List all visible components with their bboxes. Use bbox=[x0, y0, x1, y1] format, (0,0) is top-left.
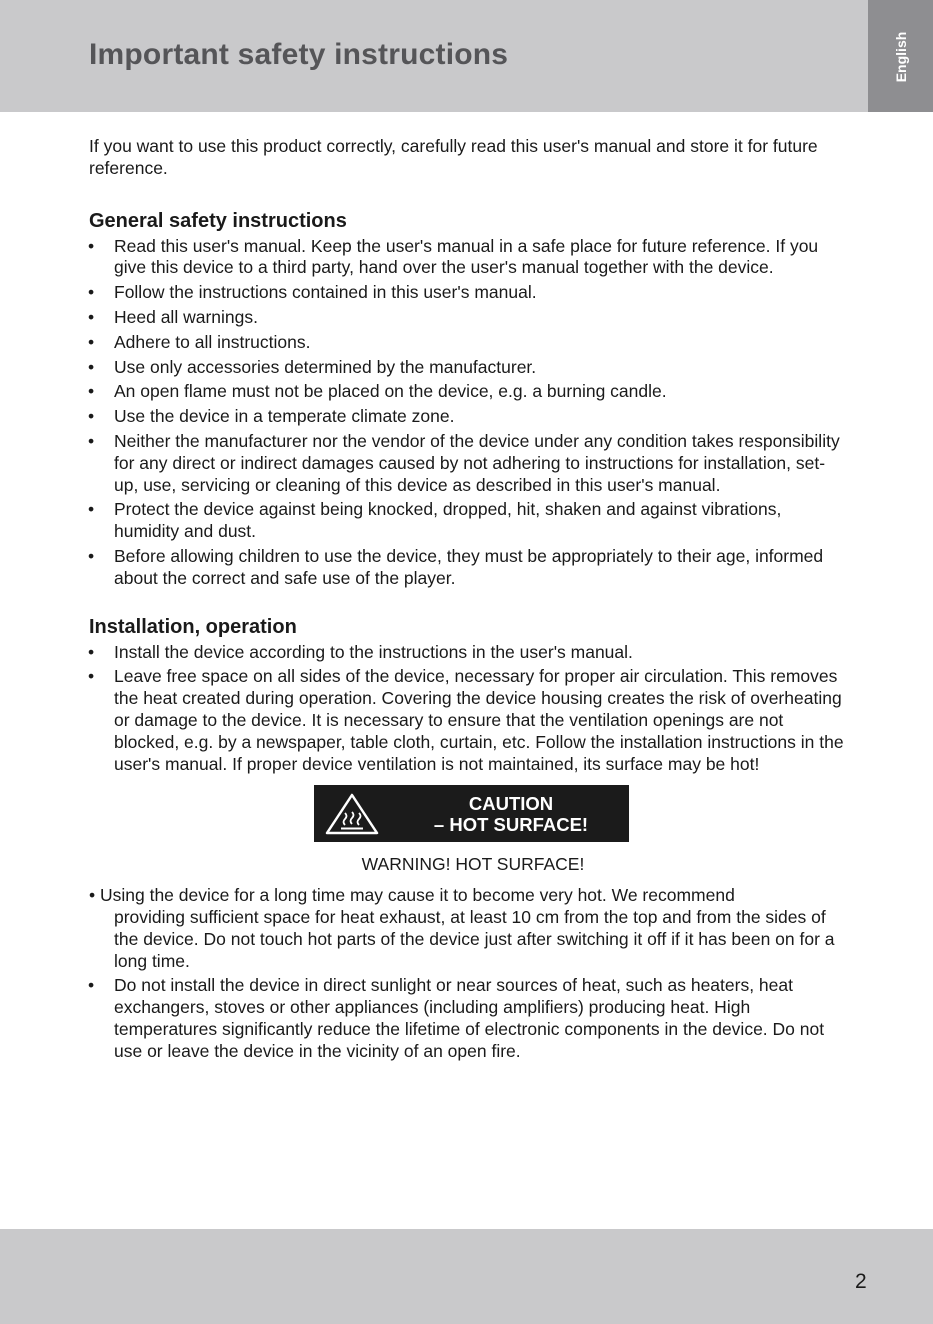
language-tab-label: English bbox=[892, 31, 909, 83]
caution-caption: WARNING! HOT SURFACE! bbox=[361, 854, 585, 875]
header-band bbox=[0, 0, 868, 112]
caution-sign bbox=[314, 785, 629, 842]
language-tab bbox=[868, 0, 933, 112]
caution-line-2: – HOT SURFACE! bbox=[433, 814, 589, 836]
list-item: • Use only accessories determined by the manufacturer. bbox=[89, 357, 849, 379]
general-safety-heading: General safety instructions bbox=[89, 209, 347, 232]
hot-surface-paragraph bbox=[89, 885, 849, 972]
page-title: Important safety instructions bbox=[89, 38, 509, 71]
list-item: • Before allowing children to use the device, they must be appropriately to their age, informed about the correct and safe use of the player. bbox=[89, 546, 849, 590]
installation-heading: Installation, operation bbox=[89, 615, 297, 638]
main-content bbox=[89, 136, 849, 1066]
list-item: • Leave free space on all sides of the device, necessary for proper air circulation. This removes the heat created during operation. Covering the device housing creates the risk of overheating or damage to the device. It is necessary to ensure that the ventilation openings are not blocked, e.g. by a newspaper, table cloth, curtain, etc. Follow the installation instructions in the user's manual. If proper device ventilation is not maintained, its surface may be hot! bbox=[89, 666, 849, 775]
list-item: • Neither the manufacturer nor the vendor of the device under any condition takes responsibility for any direct or indirect damages caused by not adhering to instructions for installation, set-up, use, servicing or cleaning of this device as described in this user's manual. bbox=[89, 431, 849, 496]
hot-surface-warning-icon bbox=[324, 792, 380, 836]
list-item: • Install the device according to the instructions in the user's manual. bbox=[89, 642, 849, 664]
intro-paragraph: If you want to use this product correctly, carefully read this user's manual and store it for future reference. bbox=[89, 136, 818, 178]
installation-list bbox=[89, 642, 849, 776]
caution-line-1: CAUTION bbox=[468, 793, 554, 815]
sunlight-list bbox=[89, 975, 849, 1062]
list-item: • Read this user's manual. Keep the user's manual in a safe place for future reference. If you give this device to a third party, hand over the user's manual together with the device. bbox=[89, 236, 849, 280]
hot-surface-first-line: • Using the device for a long time may cause it to become very hot. We recommend bbox=[89, 885, 735, 906]
list-item: • An open flame must not be placed on the device, e.g. a burning candle. bbox=[89, 381, 849, 403]
page-number: 2 bbox=[855, 1270, 867, 1293]
list-item: • Use the device in a temperate climate zone. bbox=[89, 406, 849, 428]
hot-surface-rest: providing sufficient space for heat exhaust, at least 10 cm from the top and from the sides of the device. Do not touch hot parts of the device just after switching it off if it has been on for a long time. bbox=[114, 906, 835, 971]
footer-band bbox=[0, 1229, 933, 1324]
list-item: • Adhere to all instructions. bbox=[89, 332, 849, 354]
list-item: • Heed all warnings. bbox=[89, 307, 849, 329]
caution-text bbox=[394, 793, 629, 835]
caution-sign-wrapper bbox=[89, 785, 849, 842]
list-item: • Follow the instructions contained in this user's manual. bbox=[89, 282, 849, 304]
list-item: • Protect the device against being knocked, dropped, hit, shaken and against vibrations, humidity and dust. bbox=[89, 499, 849, 543]
list-item: • Do not install the device in direct sunlight or near sources of heat, such as heaters, heat exchangers, stoves or other appliances (including amplifiers) producing heat. High temperatures significantly reduce the lifetime of electronic components in the device. Do not use or leave the device in the vicinity of an open fire. bbox=[89, 975, 849, 1062]
general-safety-list bbox=[89, 236, 849, 590]
